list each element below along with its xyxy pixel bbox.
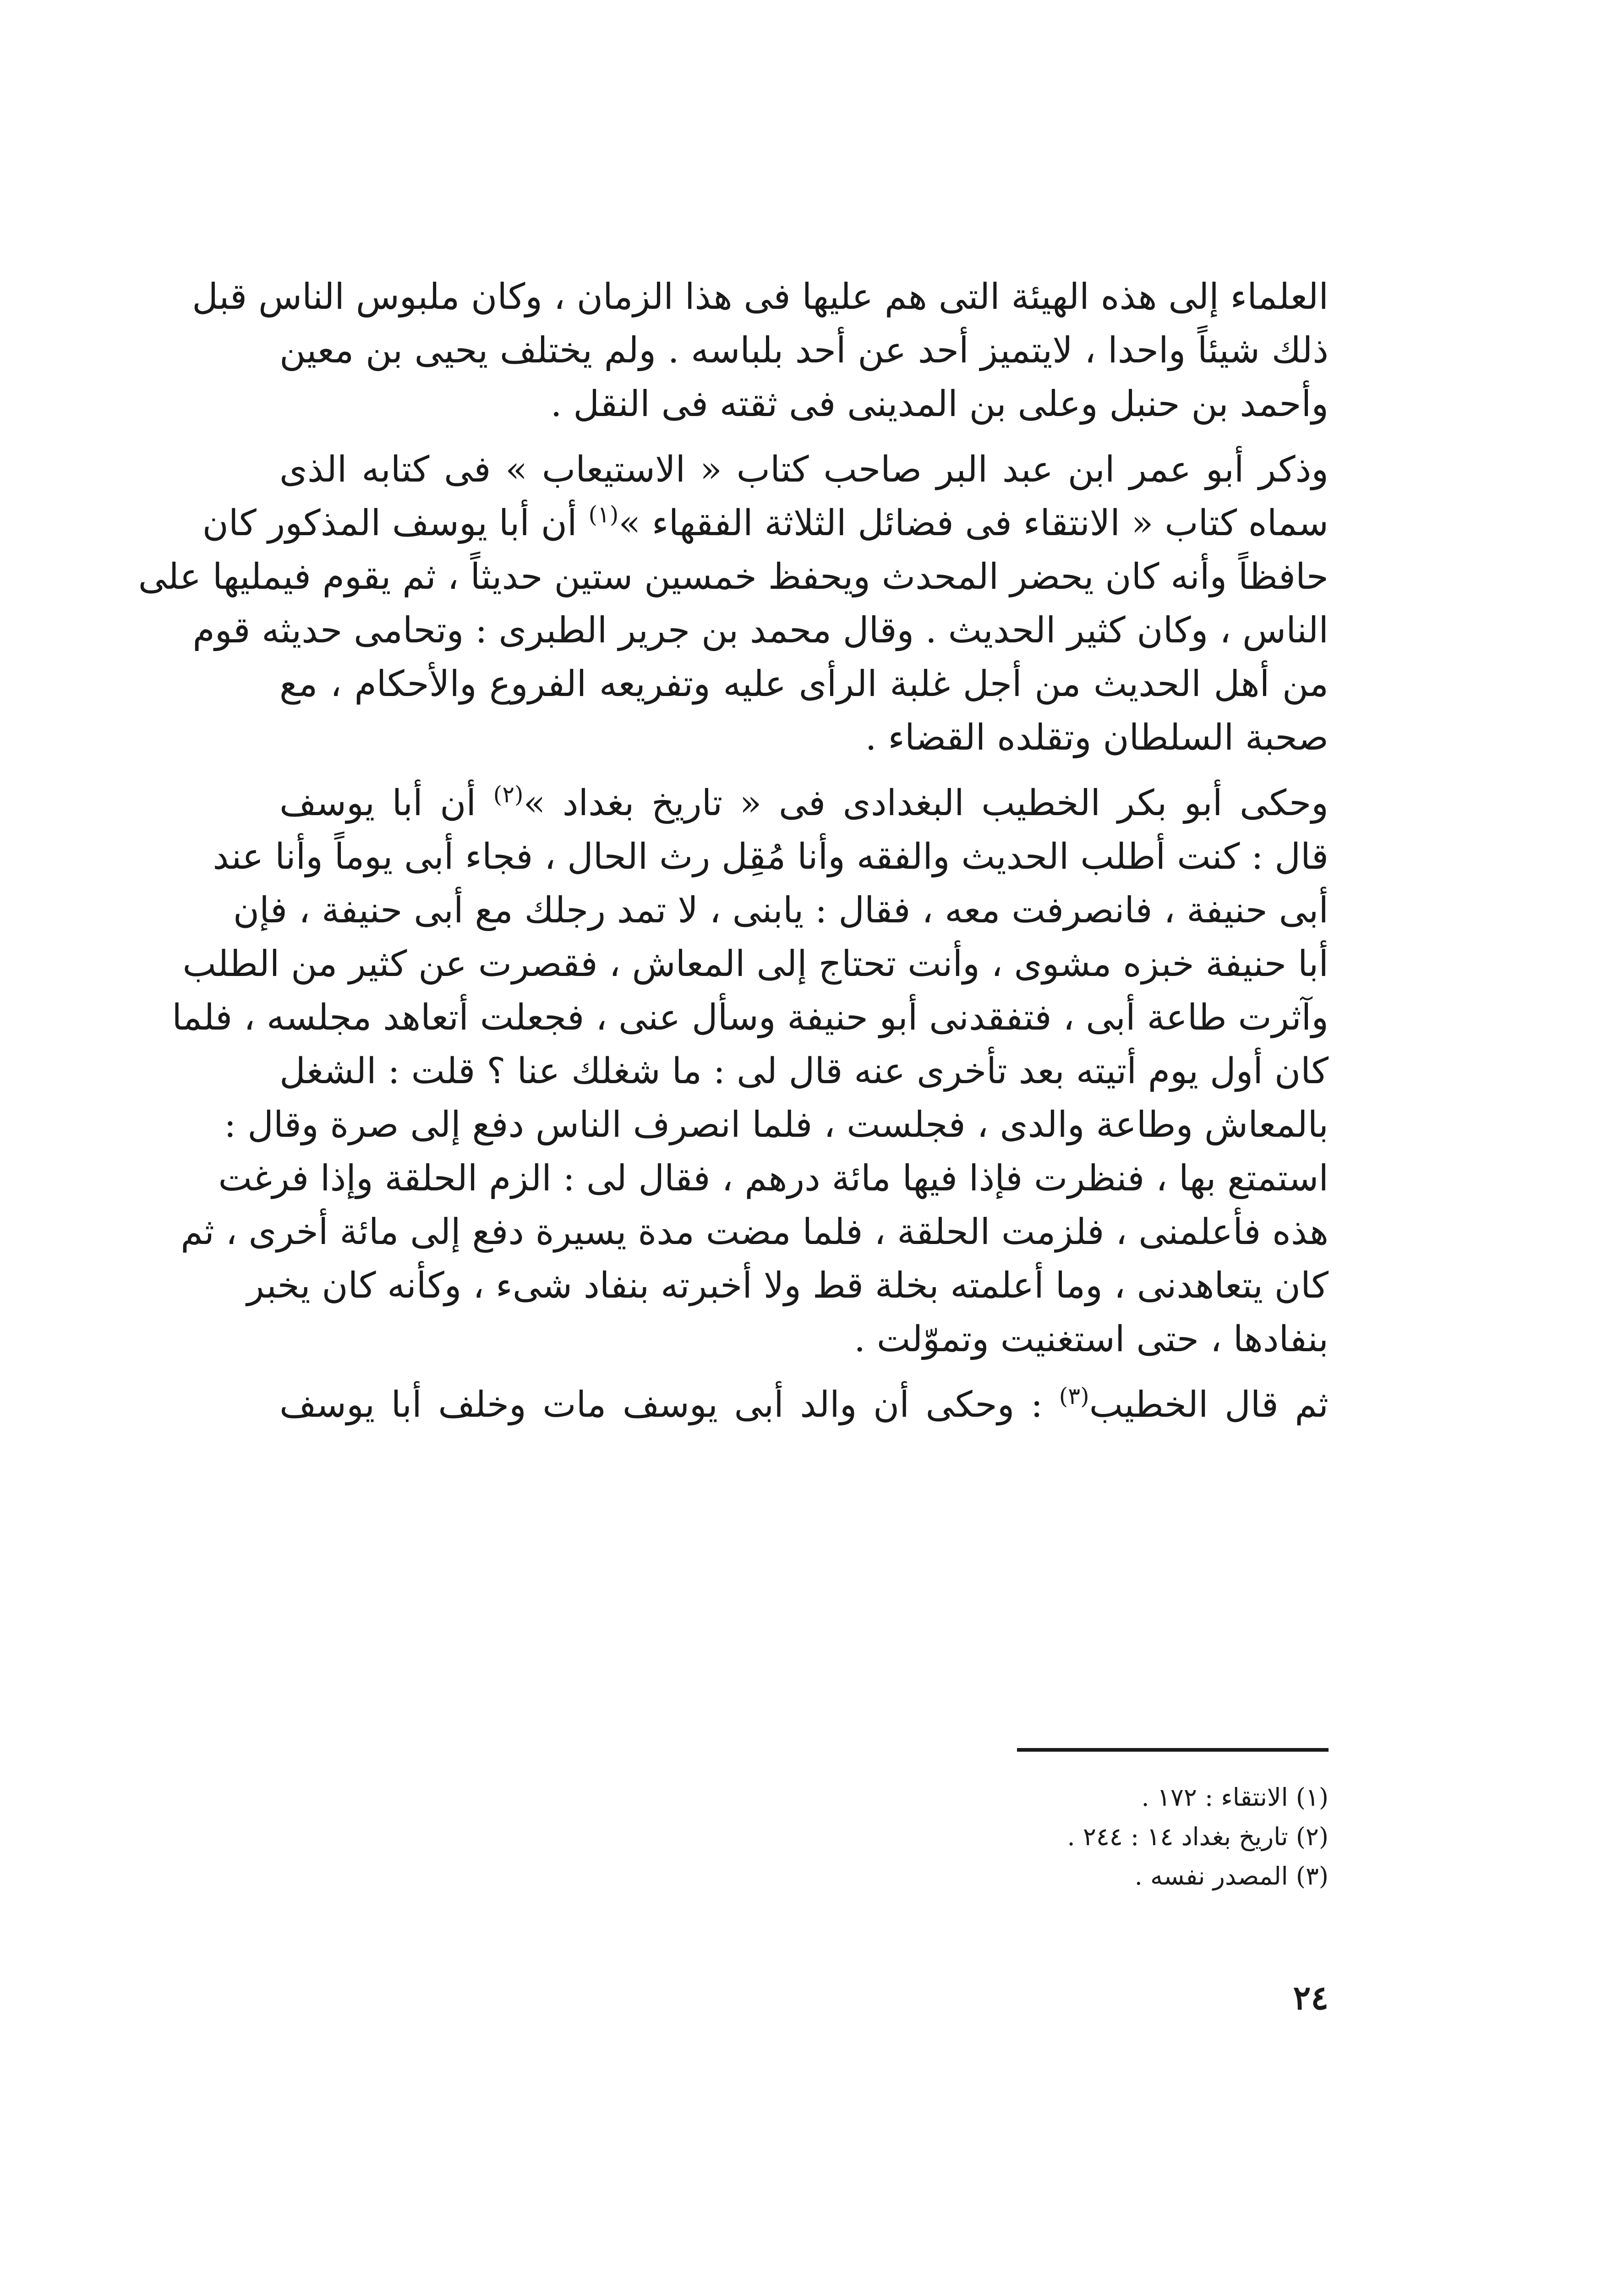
text-line: قال : كنت أطلب الحديث والفقه وأنا مُقِل رث الحال ، فجاء أبى يوماً وأنا عند	[213, 836, 1329, 877]
text-segment: : وحكى أن والد أبى يوسف مات وخلف أبا يوسف	[279, 1384, 1059, 1425]
text-line: العلماء إلى هذه الهيئة التى هم عليها فى هذا الزمان ، وكان ملبوس الناس قبل	[192, 276, 1329, 318]
footnote: (٢) تاريخ بغداد ١٤ : ٢٤٤ .	[1067, 1822, 1329, 1851]
text-segment: ثم قال الخطيب	[1089, 1384, 1329, 1425]
text-line	[202, 497, 1329, 550]
footnote-reference: (١)	[588, 501, 619, 528]
footnote-reference: (٣)	[1059, 1383, 1089, 1409]
text-line: صحبة السلطان وتقلده القضاء .	[865, 717, 1329, 758]
footnote: (٣) المصدر نفسه .	[1134, 1862, 1329, 1891]
text-line: الناس ، وكان كثير الحديث . وقال محمد بن جرير الطبرى : وتحامى حديثه قوم	[192, 610, 1329, 651]
footnotes	[779, 1778, 1329, 1896]
footnote: (١) الانتقاء : ١٧٢ .	[1141, 1783, 1329, 1812]
text-line: بنفادها ، حتى استغنيت وتموّلت .	[854, 1319, 1329, 1360]
text-line: كان أول يوم أتيته بعد تأخرى عنه قال لى : ما شغلك عنا ؟ قلت : الشغل	[279, 1051, 1329, 1092]
text-line: وآثرت طاعة أبى ، فتفقدنى أبو حنيفة وسأل عنى ، فجعلت أتعاهد مجلسه ، فلما	[172, 997, 1329, 1038]
text-line: كان يتعاهدنى ، وما أعلمته بخلة قط ولا أخبرته بنفاد شىء ، وكأنه كان يخبر	[246, 1265, 1329, 1306]
page-number: ٢٤	[1293, 1978, 1329, 2017]
paragraph	[138, 443, 1329, 765]
paragraph	[192, 270, 1329, 431]
footnote-reference: (٢)	[493, 781, 524, 808]
text-segment: وحكى أبو بكر الخطيب البغدادى فى « تاريخ بغداد »	[523, 783, 1329, 824]
text-line: أبا حنيفة خبزه مشوى ، وأنت تحتاج إلى المعاش ، فقصرت عن كثير من الطلب	[182, 943, 1329, 985]
paragraph	[172, 777, 1329, 1366]
text-line: بالمعاش وطاعة والدى ، فجلست ، فلما انصرف الناس دفع إلى صرة وقال :	[224, 1104, 1329, 1146]
text-line: حافظاً وأنه كان يحضر المحدث ويحفظ خمسين ستين حديثاً ، ثم يقوم فيمليها على	[138, 556, 1329, 597]
text-line	[279, 777, 1329, 830]
text-line: هذه فأعلمنى ، فلزمت الحلقة ، فلما مضت مدة يسيرة دفع إلى مائة أخرى ، ثم	[180, 1211, 1329, 1253]
footnote-divider	[1017, 1748, 1329, 1752]
text-line: وذكر أبو عمر ابن عبد البر صاحب كتاب « الاستيعاب » فى كتابه الذى	[279, 449, 1329, 490]
text-line: أبى حنيفة ، فانصرفت معه ، فقال : يابنى ، لا تمد رجلك مع أبى حنيفة ، فإن	[233, 890, 1329, 931]
text-segment: سماه كتاب « الانتقاء فى فضائل الثلاثة الفقهاء »	[618, 503, 1329, 544]
text-segment: أن أبا يوسف المذكور كان	[202, 503, 589, 544]
text-line: وأحمد بن حنبل وعلى بن المدينى فى ثقته فى النقل .	[550, 384, 1329, 425]
text-line: ذلك شيئاً واحدا ، لايتميز أحد عن أحد بلباسه . ولم يختلف يحيى بن معين	[279, 330, 1329, 371]
text-segment: أن أبا يوسف	[279, 783, 493, 824]
text-line: من أهل الحديث من أجل غلبة الرأى عليه وتفريعه الفروع والأحكام ، مع	[279, 663, 1329, 705]
text-line: استمتع بها ، فنظرت فإذا فيها مائة درهم ، فقال لى : الزم الحلقة وإذا فرغت	[218, 1158, 1329, 1199]
paragraph	[279, 1378, 1329, 1432]
text-line	[279, 1378, 1329, 1432]
body-text	[138, 270, 1329, 1432]
